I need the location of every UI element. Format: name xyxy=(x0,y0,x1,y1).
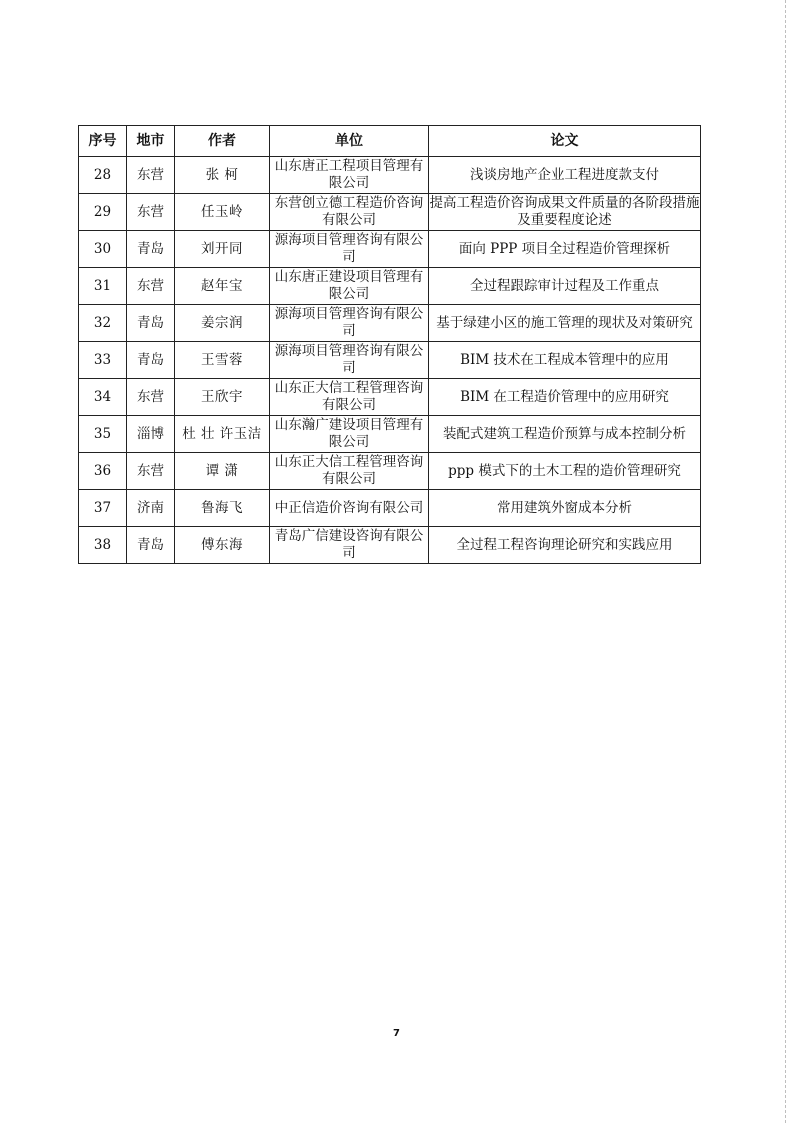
cell-paper: BIM 在工程造价管理中的应用研究 xyxy=(429,379,701,416)
cell-city: 东营 xyxy=(127,453,175,490)
cell-unit: 山东唐正工程项目管理有限公司 xyxy=(270,157,429,194)
cell-paper: 常用建筑外窗成本分析 xyxy=(429,490,701,527)
cell-index: 34 xyxy=(79,379,127,416)
cell-city: 东营 xyxy=(127,194,175,231)
cell-paper: 装配式建筑工程造价预算与成本控制分析 xyxy=(429,416,701,453)
table-row xyxy=(79,527,701,564)
cell-unit: 东营创立德工程造价咨询有限公司 xyxy=(270,194,429,231)
cell-paper: ppp 模式下的土木工程的造价管理研究 xyxy=(429,453,701,490)
table-row xyxy=(79,231,701,268)
cell-paper: 全过程工程咨询理论研究和实践应用 xyxy=(429,527,701,564)
cell-unit: 源海项目管理咨询有限公司 xyxy=(270,305,429,342)
cell-index: 38 xyxy=(79,527,127,564)
cell-unit: 中正信造价咨询有限公司 xyxy=(270,490,429,527)
cell-city: 淄博 xyxy=(127,416,175,453)
cell-unit: 山东正大信工程管理咨询有限公司 xyxy=(270,379,429,416)
cell-author: 傅东海 xyxy=(175,527,270,564)
cell-index: 28 xyxy=(79,157,127,194)
cell-unit: 源海项目管理咨询有限公司 xyxy=(270,231,429,268)
cell-author: 谭 潇 xyxy=(175,453,270,490)
table-header-row xyxy=(79,126,701,157)
cell-index: 31 xyxy=(79,268,127,305)
table-row xyxy=(79,416,701,453)
cell-author: 姜宗润 xyxy=(175,305,270,342)
table-row xyxy=(79,305,701,342)
cell-paper: BIM 技术在工程成本管理中的应用 xyxy=(429,342,701,379)
table-row xyxy=(79,194,701,231)
cell-paper: 面向 PPP 项目全过程造价管理探析 xyxy=(429,231,701,268)
cell-index: 37 xyxy=(79,490,127,527)
table-row xyxy=(79,453,701,490)
header-city: 地市 xyxy=(127,126,175,157)
cell-city: 青岛 xyxy=(127,305,175,342)
cell-paper: 浅谈房地产企业工程进度款支付 xyxy=(429,157,701,194)
table-row xyxy=(79,157,701,194)
table-row xyxy=(79,490,701,527)
cell-index: 33 xyxy=(79,342,127,379)
cell-author: 王欣宇 xyxy=(175,379,270,416)
cell-city: 济南 xyxy=(127,490,175,527)
cell-index: 29 xyxy=(79,194,127,231)
cell-city: 青岛 xyxy=(127,342,175,379)
cell-index: 36 xyxy=(79,453,127,490)
cell-index: 32 xyxy=(79,305,127,342)
cell-city: 东营 xyxy=(127,157,175,194)
cell-author: 张 柯 xyxy=(175,157,270,194)
cell-unit: 源海项目管理咨询有限公司 xyxy=(270,342,429,379)
cell-author: 鲁海飞 xyxy=(175,490,270,527)
header-author: 作者 xyxy=(175,126,270,157)
cell-author: 刘开同 xyxy=(175,231,270,268)
cell-index: 35 xyxy=(79,416,127,453)
cell-unit: 山东正大信工程管理咨询有限公司 xyxy=(270,453,429,490)
header-index: 序号 xyxy=(79,126,127,157)
cell-unit: 山东瀚广建设项目管理有限公司 xyxy=(270,416,429,453)
cell-city: 青岛 xyxy=(127,231,175,268)
table-row xyxy=(79,379,701,416)
cell-city: 东营 xyxy=(127,379,175,416)
cell-index: 30 xyxy=(79,231,127,268)
cell-author: 任玉岭 xyxy=(175,194,270,231)
header-unit: 单位 xyxy=(270,126,429,157)
cell-unit: 山东唐正建设项目管理有限公司 xyxy=(270,268,429,305)
cell-paper: 基于绿建小区的施工管理的现状及对策研究 xyxy=(429,305,701,342)
cell-author: 杜 壮 许玉洁 xyxy=(175,416,270,453)
table-row xyxy=(79,342,701,379)
scan-edge-line xyxy=(785,0,787,1123)
awards-table xyxy=(78,125,701,564)
cell-paper: 全过程跟踪审计过程及工作重点 xyxy=(429,268,701,305)
table-row xyxy=(79,268,701,305)
page-number: 7 xyxy=(393,1028,400,1039)
cell-author: 赵年宝 xyxy=(175,268,270,305)
cell-paper: 提高工程造价咨询成果文件质量的各阶段措施及重要程度论述 xyxy=(429,194,701,231)
cell-city: 青岛 xyxy=(127,527,175,564)
header-paper: 论文 xyxy=(429,126,701,157)
cell-author: 王雪蓉 xyxy=(175,342,270,379)
cell-city: 东营 xyxy=(127,268,175,305)
cell-unit: 青岛广信建设咨询有限公司 xyxy=(270,527,429,564)
